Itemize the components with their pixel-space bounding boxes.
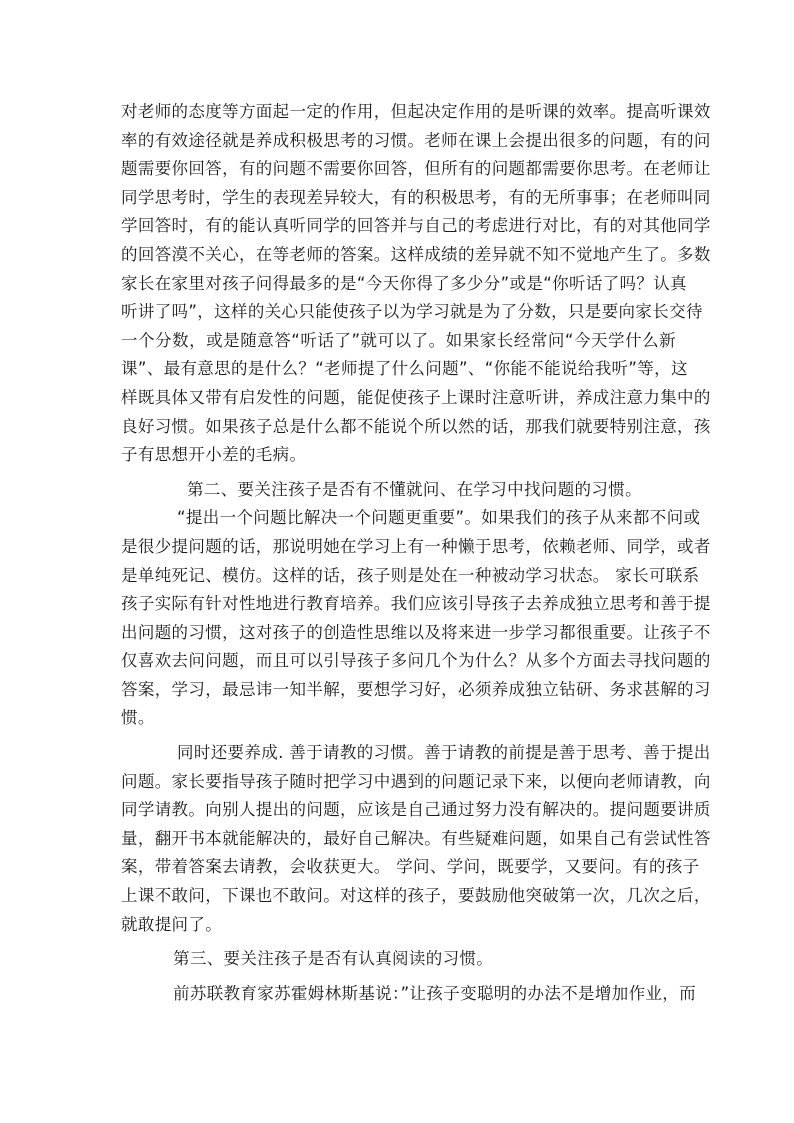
text-line: 就敢提问了。	[121, 914, 223, 934]
paragraph-asking-questions	[121, 504, 711, 733]
text-line: 学回答时，有的能认真听同学的回答并与自己的考虑进行对比，有的对其他同学	[121, 216, 711, 236]
text-line: 率的有效途径就是养成积极思考的习惯。老师在课上会提出很多的问题，有的问	[121, 130, 711, 150]
text-line: 是很少提问题的话，那说明她在学习上有一种懒于思考，依赖老师、同学，或者	[121, 536, 711, 556]
text-line: 对老师的态度等方面起一定的作用，但起决定作用的是听课的效率。提高听课效	[121, 102, 711, 121]
text-line: 课”、最有意思的是什么？“老师提了什么问题”、“你能不能说给我听”等，这	[121, 359, 688, 379]
paragraph-habit-thinking	[121, 98, 711, 470]
text-line: 同时还要养成. 善于请教的习惯。善于请教的前提是善于思考、善于提出	[177, 743, 711, 763]
text-line: 同学思考时，学生的表现差异较大，有的积极思考，有的无所事事；在老师叫同	[121, 187, 711, 207]
paragraph-reading	[121, 980, 696, 1009]
text-line: 案，带着答案去请教，会收获更大。 学问、学问，既要学，又要问。有的孩子	[121, 857, 700, 877]
text-line: 仅喜欢去问问题，而且可以引导孩子多问几个为什么？从多个方面去寻找问题的	[121, 651, 711, 671]
text-line: 良好习惯。如果孩子总是什么都不能说个所以然的话，那我们就要特别注意，孩	[121, 416, 711, 436]
text-line: 上课不敢问，下课也不敢问。对这样的孩子，要鼓励他突破第一次，几次之后，	[121, 886, 711, 906]
text-line: 量，翻开书本就能解决的，最好自己解决。有些疑难问题，如果自己有尝试性答	[121, 828, 711, 848]
text-line: 是单纯死记、模仿。这样的话，孩子则是处在一种被动学习状态。 家长可联系	[121, 565, 700, 585]
text-line: 的回答漠不关心，在等老师的答案。这样成绩的差异就不知不觉地产生了。多数	[121, 244, 711, 264]
text-line: 出问题的习惯，这对孩子的创造性思维以及将来进一步学习都很重要。让孩子不	[121, 622, 711, 642]
text-line: 惯。	[121, 708, 155, 728]
text-line: 听讲了吗”，这样的关心只能使孩子以为学习就是为了分数，只是要向家长交待	[121, 302, 703, 322]
text-line: 子有思想开小差的毛病。	[121, 445, 307, 465]
document-body	[121, 98, 711, 1008]
text-line: 前苏联教育家苏霍姆林斯基说：”让孩子变聪明的办法不是增加作业，而	[173, 983, 696, 1003]
text-line: 题需要你回答，有的问题不需要你回答，但所有的问题都需要你思考。在老师让	[121, 159, 711, 179]
section-heading-second: 第二、要关注孩子是否有不懂就问、在学习中找问题的习惯。	[187, 479, 642, 499]
text-line: 答案，学习，最忌讳一知半解，要想学习好，必须养成独立钻研、务求甚解的习	[121, 679, 711, 699]
text-line: 家长在家里对孩子问得最多的是“今天你得了多少分”或是“你听话了吗？认真	[121, 273, 687, 293]
text-line: 一个分数，或是随意答“听话了”就可以了。如果家长经常问“今天学什么新	[121, 330, 676, 350]
text-line: “提出一个问题比解决一个问题更重要”。如果我们的孩子从来都不问或	[177, 508, 701, 528]
text-line: 样既具体又带有启发性的问题，能促使孩子上课时注意听讲，养成注意力集中的	[121, 387, 711, 407]
text-line: 问题。家长要指导孩子随时把学习中遇到的问题记录下来，以便向老师请教，向	[121, 771, 711, 791]
text-line: 同学请教。向别人提出的问题，应该是自己通过努力没有解决的。提问题要讲质	[121, 800, 711, 820]
section-heading-third: 第三、要关注孩子是否有认真阅读的习惯。	[173, 949, 494, 969]
paragraph-asking-advice	[121, 739, 711, 939]
text-line: 孩子实际有针对性地进行教育培养。我们应该引导孩子去养成独立思考和善于提	[121, 594, 711, 614]
